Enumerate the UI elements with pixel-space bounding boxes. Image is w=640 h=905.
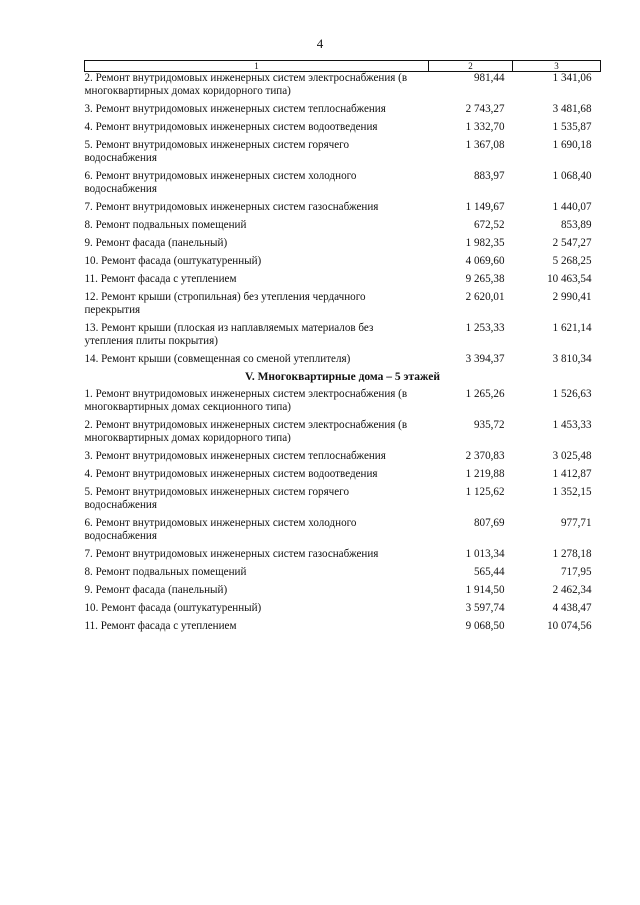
cost-value-col-3: 1 690,18 (552, 139, 592, 151)
cost-value-col-2: 565,44 (473, 566, 505, 578)
header-col-1: 1 (85, 61, 429, 72)
header-col-3: 3 (513, 61, 601, 72)
work-description: 8. Ремонт подвальных помещений (84, 566, 247, 578)
page-number: 4 (316, 36, 324, 51)
cost-value-col-2: 1 253,33 (465, 322, 505, 334)
cost-value-col-2: 1 149,67 (465, 201, 505, 213)
table-row (85, 139, 601, 170)
cost-value-col-3: 1 621,14 (552, 322, 592, 334)
cost-value-col-3: 1 412,87 (552, 468, 592, 480)
table-row (85, 291, 601, 322)
cost-value-col-3: 4 438,47 (552, 602, 592, 614)
work-description: 6. Ремонт внутридомовых инженерных систем холодного водоснабжения (84, 517, 357, 542)
cost-value-col-2: 2 743,27 (465, 103, 505, 115)
cost-value-col-2: 935,72 (473, 419, 505, 431)
table-row (85, 322, 601, 353)
cost-value-col-3: 3 810,34 (552, 353, 592, 365)
cost-value-col-2: 1 219,88 (465, 468, 505, 480)
table-row (85, 273, 601, 291)
cost-value-col-2: 1 013,34 (465, 548, 505, 560)
table-row (85, 566, 601, 584)
table-row (85, 517, 601, 548)
table-row (85, 219, 601, 237)
cost-value-col-3: 1 453,33 (552, 419, 592, 431)
price-table (84, 60, 601, 638)
header-col-2: 2 (429, 61, 513, 72)
cost-value-col-2: 2 370,83 (465, 450, 505, 462)
table-row (85, 170, 601, 201)
cost-value-col-2: 4 069,60 (465, 255, 505, 267)
table-row (85, 620, 601, 638)
table-row (85, 353, 601, 371)
work-description: 2. Ремонт внутридомовых инженерных систем электроснабжения (в многоквартирных домах коридорного типа) (84, 419, 408, 444)
table-header (85, 61, 601, 72)
cost-value-col-3: 3 481,68 (552, 103, 592, 115)
cost-value-col-2: 883,97 (473, 170, 505, 182)
cost-value-col-2: 3 394,37 (465, 353, 505, 365)
cost-value-col-3: 717,95 (560, 566, 592, 578)
cost-value-col-3: 1 278,18 (552, 548, 592, 560)
work-description: 10. Ремонт фасада (оштукатуренный) (84, 602, 262, 614)
cost-value-col-3: 1 440,07 (552, 201, 592, 213)
table-row (85, 121, 601, 139)
work-description: 11. Ремонт фасада с утеплением (84, 620, 237, 632)
cost-value-col-3: 3 025,48 (552, 450, 592, 462)
cost-value-col-3: 2 990,41 (552, 291, 592, 303)
work-description: 4. Ремонт внутридомовых инженерных систем водоотведения (84, 121, 378, 133)
cost-value-col-2: 1 367,08 (465, 139, 505, 151)
table-row (85, 255, 601, 273)
table-row (85, 584, 601, 602)
work-description: 5. Ремонт внутридомовых инженерных систем горячего водоснабжения (84, 486, 349, 511)
cost-value-col-2: 9 068,50 (465, 620, 505, 632)
table-row (85, 450, 601, 468)
table-row (85, 548, 601, 566)
cost-value-col-3: 5 268,25 (552, 255, 592, 267)
work-description: 11. Ремонт фасада с утеплением (84, 273, 237, 285)
cost-value-col-2: 1 914,50 (465, 584, 505, 596)
cost-value-col-3: 2 547,27 (552, 237, 592, 249)
table-row (85, 468, 601, 486)
work-description: 14. Ремонт крыши (совмещенная со сменой утеплителя) (84, 353, 351, 365)
work-description: 5. Ремонт внутридомовых инженерных систем горячего водоснабжения (84, 139, 349, 164)
cost-value-col-2: 807,69 (473, 517, 505, 529)
work-description: 12. Ремонт крыши (стропильная) без утепления чердачного перекрытия (84, 291, 366, 316)
cost-value-col-3: 10 463,54 (547, 273, 592, 285)
work-description: 3. Ремонт внутридомовых инженерных систем теплоснабжения (84, 450, 386, 462)
work-description: 8. Ремонт подвальных помещений (84, 219, 247, 231)
cost-value-col-2: 981,44 (473, 72, 505, 84)
work-description: 9. Ремонт фасада (панельный) (84, 584, 228, 596)
work-description: 3. Ремонт внутридомовых инженерных систем теплоснабжения (84, 103, 386, 115)
header-row (85, 61, 601, 72)
cost-value-col-2: 672,52 (473, 219, 505, 231)
cost-value-col-3: 977,71 (560, 517, 592, 529)
cost-value-col-3: 1 526,63 (552, 388, 592, 400)
table-row (85, 419, 601, 450)
cost-value-col-3: 1 341,06 (552, 72, 592, 84)
work-description: 1. Ремонт внутридомовых инженерных систем электроснабжения (в многоквартирных домах секционного типа) (84, 388, 408, 413)
section-heading: V. Многоквартирные дома – 5 этажей (245, 371, 440, 383)
work-description: 7. Ремонт внутридомовых инженерных систем газоснабжения (84, 201, 379, 213)
table-row (85, 72, 601, 104)
cost-value-col-3: 1 352,15 (552, 486, 592, 498)
cost-value-col-2: 9 265,38 (465, 273, 505, 285)
section-heading-row (85, 371, 601, 388)
cost-value-col-3: 10 074,56 (547, 620, 592, 632)
work-description: 6. Ремонт внутридомовых инженерных систем холодного водоснабжения (84, 170, 357, 195)
cost-value-col-2: 1 265,26 (465, 388, 505, 400)
table-row (85, 201, 601, 219)
work-description: 13. Ремонт крыши (плоская из наплавляемых материалов без утепления плиты покрытия) (84, 322, 374, 347)
table-row (85, 103, 601, 121)
cost-value-col-3: 1 068,40 (552, 170, 592, 182)
cost-value-col-3: 853,89 (560, 219, 592, 231)
table-row (85, 486, 601, 517)
cost-value-col-2: 1 125,62 (465, 486, 505, 498)
work-description: 9. Ремонт фасада (панельный) (84, 237, 228, 249)
work-description: 10. Ремонт фасада (оштукатуренный) (84, 255, 262, 267)
table-row (85, 388, 601, 419)
work-description: 7. Ремонт внутридомовых инженерных систем газоснабжения (84, 548, 379, 560)
cost-value-col-2: 3 597,74 (465, 602, 505, 614)
work-description: 4. Ремонт внутридомовых инженерных систем водоотведения (84, 468, 378, 480)
table-row (85, 237, 601, 255)
cost-value-col-3: 2 462,34 (552, 584, 592, 596)
work-description: 2. Ремонт внутридомовых инженерных систем электроснабжения (в многоквартирных домах коридорного типа) (84, 72, 408, 97)
cost-value-col-2: 1 982,35 (465, 237, 505, 249)
cost-value-col-3: 1 535,87 (552, 121, 592, 133)
table-body (85, 72, 601, 639)
cost-value-col-2: 2 620,01 (465, 291, 505, 303)
table-row (85, 602, 601, 620)
cost-value-col-2: 1 332,70 (465, 121, 505, 133)
